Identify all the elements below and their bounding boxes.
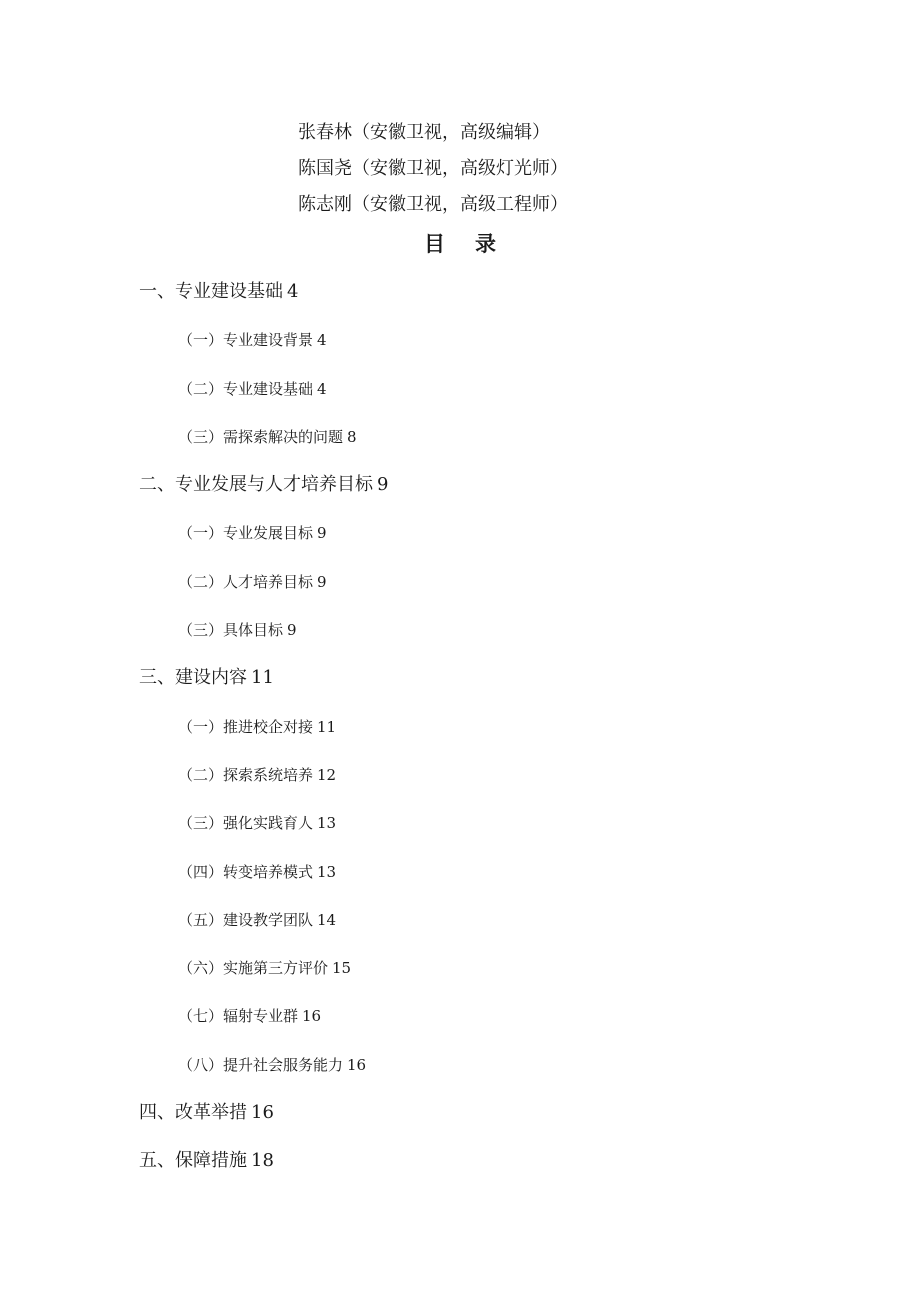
contributor-line: 张春林（安徽卫视，高级编辑） xyxy=(298,122,550,143)
toc-page-number: 16 xyxy=(251,1102,274,1124)
toc-label: （一）专业发展目标 xyxy=(178,524,314,543)
toc-label: （三）具体目标 xyxy=(178,621,284,640)
toc-subsection[interactable] xyxy=(0,848,920,896)
toc-page-number: 12 xyxy=(317,765,337,784)
toc-label: 三、建设内容 xyxy=(139,667,247,689)
toc-subsection[interactable] xyxy=(0,1041,920,1089)
toc-heading: 目录 xyxy=(424,232,526,256)
table-of-contents xyxy=(0,268,920,1186)
toc-label: （三）强化实践育人 xyxy=(178,814,314,833)
toc-label: （二）人才培养目标 xyxy=(178,572,314,591)
toc-section[interactable] xyxy=(0,1089,920,1137)
toc-page-number: 9 xyxy=(317,524,327,543)
toc-page-number: 14 xyxy=(317,910,337,929)
toc-subsection[interactable] xyxy=(0,944,920,992)
toc-page-number: 16 xyxy=(302,1007,322,1026)
toc-subsection[interactable] xyxy=(0,606,920,654)
toc-label: （二）专业建设基础 xyxy=(178,379,314,398)
toc-subsection[interactable] xyxy=(0,509,920,557)
contributor-line: 陈国尧（安徽卫视，高级灯光师） xyxy=(298,158,568,179)
toc-page-number: 9 xyxy=(377,474,389,496)
toc-page-number: 11 xyxy=(317,717,337,736)
toc-page-number: 4 xyxy=(317,331,327,350)
toc-label: 四、改革举措 xyxy=(139,1102,247,1124)
toc-label: （二）探索系统培养 xyxy=(178,765,314,784)
contributor-line: 陈志刚（安徽卫视，高级工程师） xyxy=(298,194,568,215)
toc-subsection[interactable] xyxy=(0,703,920,751)
toc-label: （六）实施第三方评价 xyxy=(178,959,329,978)
toc-page-number: 13 xyxy=(317,814,337,833)
contributor-list xyxy=(298,115,568,223)
toc-label: （三）需探索解决的问题 xyxy=(178,427,344,446)
toc-page-number: 15 xyxy=(332,959,352,978)
toc-subsection[interactable] xyxy=(0,558,920,606)
toc-label: （一）专业建设背景 xyxy=(178,331,314,350)
toc-subsection[interactable] xyxy=(0,799,920,847)
toc-page-number: 13 xyxy=(317,862,337,881)
toc-subsection[interactable] xyxy=(0,413,920,461)
toc-label: （七）辐射专业群 xyxy=(178,1007,299,1026)
toc-subsection[interactable] xyxy=(0,992,920,1040)
toc-subsection[interactable] xyxy=(0,365,920,413)
toc-section[interactable] xyxy=(0,1137,920,1185)
toc-label: 五、保障措施 xyxy=(139,1150,247,1172)
toc-page-number: 11 xyxy=(251,667,274,689)
toc-subsection[interactable] xyxy=(0,896,920,944)
toc-section[interactable] xyxy=(0,461,920,509)
toc-label: 一、专业建设基础 xyxy=(139,281,283,302)
toc-subsection[interactable] xyxy=(0,316,920,364)
toc-page-number: 8 xyxy=(347,427,357,446)
toc-subsection[interactable] xyxy=(0,751,920,799)
toc-section[interactable] xyxy=(0,654,920,702)
toc-section[interactable] xyxy=(0,268,920,316)
toc-page-number: 4 xyxy=(287,281,299,302)
toc-label: （四）转变培养模式 xyxy=(178,862,314,881)
toc-label: （一）推进校企对接 xyxy=(178,717,314,736)
toc-label: （五）建设教学团队 xyxy=(178,910,314,929)
toc-page-number: 9 xyxy=(317,572,327,591)
toc-label: （八）提升社会服务能力 xyxy=(178,1055,344,1074)
toc-page-number: 4 xyxy=(317,379,327,398)
toc-page-number: 18 xyxy=(251,1150,274,1172)
toc-page-number: 16 xyxy=(347,1055,367,1074)
toc-page-number: 9 xyxy=(287,621,297,640)
toc-label: 二、专业发展与人才培养目标 xyxy=(139,474,373,496)
